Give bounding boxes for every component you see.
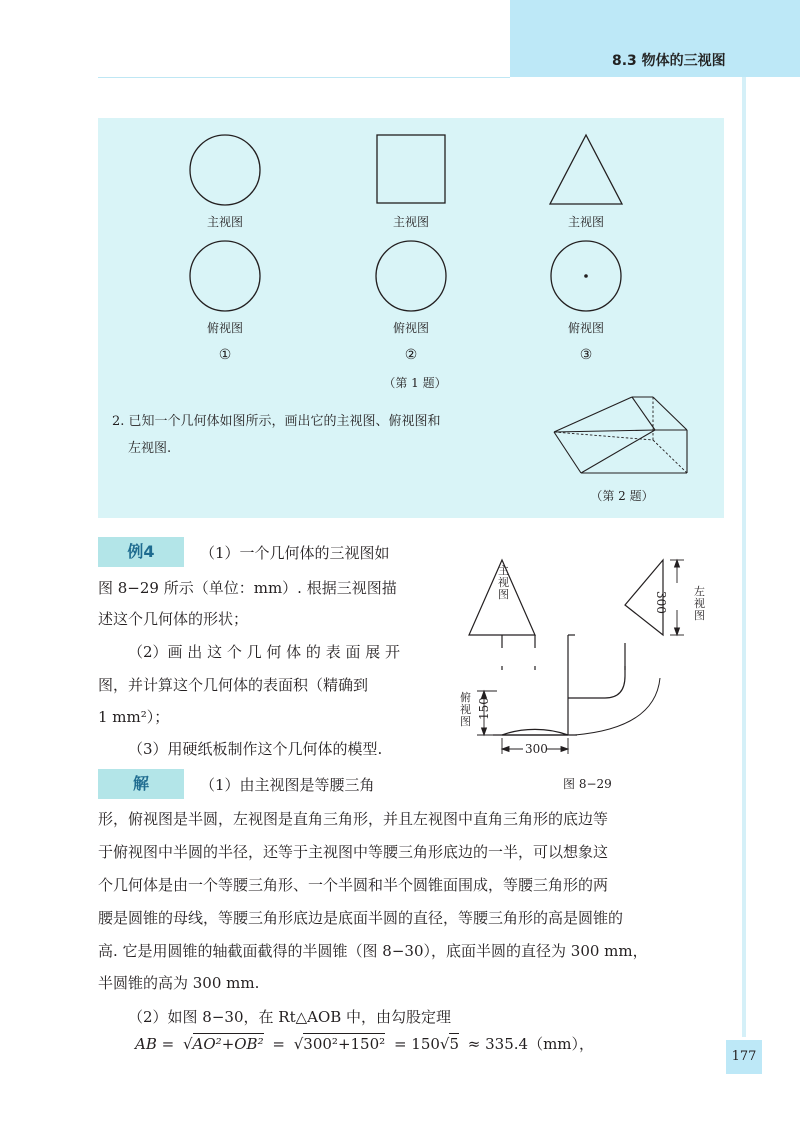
- front-view-circle-1: [190, 135, 260, 205]
- number-2: ②: [404, 347, 418, 363]
- example4-line1: （1）一个几何体的三视图如: [200, 544, 390, 562]
- solution-first-line: （1）由主视图是等腰三角: [200, 776, 375, 794]
- label-front-3: 主视图: [567, 215, 604, 229]
- header-rule: [98, 77, 510, 78]
- sqrt-3: √5: [439, 1035, 460, 1053]
- solution-line1: 形，俯视图是半圆，左视图是直角三角形，并且左视图中直角三角形的底边等: [98, 810, 609, 828]
- fig829-label-front: 主 视 图: [498, 564, 509, 601]
- exercise2-prism-figure: [545, 390, 695, 480]
- fig829-top-semicircle: [502, 729, 568, 735]
- label-top-2: 俯视图: [392, 321, 429, 335]
- exercise1-figure: [98, 118, 724, 378]
- page-number: 177: [726, 1040, 762, 1074]
- example4-line7: （3）用硬纸板制作这个几何体的模型.: [128, 740, 383, 758]
- front-view-square-2: [377, 135, 445, 203]
- label-top-1: 俯视图: [206, 321, 243, 335]
- solution-part2: （2）如图 8−30，在 Rt△AOB 中，由勾股定理: [128, 1008, 452, 1026]
- side-strip: [742, 77, 746, 1037]
- number-3: ③: [579, 347, 593, 363]
- solution-line2: 于俯视图中半圆的半径，还等于主视图中等腰三角形底边的一半，可以想象这: [98, 843, 609, 861]
- top-view-circle-2: [376, 241, 446, 311]
- formula-eq2: = 150: [393, 1035, 440, 1053]
- example-tag: 例4: [98, 537, 184, 567]
- section-title: 8.3 物体的三视图: [612, 53, 726, 69]
- solution-tag: 解: [98, 769, 184, 799]
- exercise2-caption: （第 2 题）: [590, 489, 654, 503]
- example4-line2: 图 8−29 所示（单位：mm）. 根据三视图描: [98, 579, 397, 597]
- figure-8-29: [455, 548, 715, 768]
- solution-line5: 高. 它是用圆锥的轴截面截得的半圆锥（图 8−30），底面半圆的直径为 300 mm，: [98, 942, 648, 960]
- solution-line3: 个几何体是由一个等腰三角形、一个半圆和半个圆锥面围成，等腰三角形的两: [98, 876, 609, 894]
- label-front-1: 主视图: [206, 215, 243, 229]
- example4-line4: （2）画 出 这 个 几 何 体 的 表 面 展 开: [128, 643, 400, 661]
- fig829-label-top: 俯 视 图: [460, 691, 471, 728]
- sqrt-1: √AO²+OB²: [182, 1035, 264, 1053]
- formula-lhs: AB =: [135, 1035, 175, 1053]
- number-1: ①: [218, 347, 232, 363]
- fig829-caption: 图 8−29: [563, 777, 612, 791]
- fig829-dim-height: 300: [654, 591, 668, 614]
- example4-line3: 述这个几何体的形状；: [98, 610, 249, 628]
- exercise1-caption: （第 1 题）: [383, 376, 447, 390]
- solution-line6: 半圆锥的高为 300 mm.: [98, 974, 260, 992]
- top-view-circle-1: [190, 241, 260, 311]
- formula: [135, 1033, 594, 1054]
- formula-eq1: =: [272, 1035, 285, 1053]
- example4-line6: 1 mm²）；: [98, 708, 170, 726]
- exercise2-line1: 2. 已知一个几何体如图所示，画出它的主视图、俯视图和: [112, 414, 441, 429]
- apex-dot: [584, 274, 588, 278]
- front-view-triangle-3: [550, 135, 622, 204]
- solution-line4: 腰是圆锥的母线，等腰三角形底边是底面半圆的直径，等腰三角形的高是圆锥的: [98, 909, 624, 927]
- label-front-2: 主视图: [392, 215, 429, 229]
- exercise2-line2: 左视图.: [128, 441, 172, 456]
- fig829-dim-radius: 150: [477, 697, 491, 720]
- label-top-3: 俯视图: [567, 321, 604, 335]
- example4-line5: 图，并计算这个几何体的表面积（精确到: [98, 676, 369, 694]
- fig829-dim-width: 300: [525, 742, 548, 756]
- formula-rhs: ≈ 335.4（mm），: [467, 1035, 595, 1053]
- sqrt-2: √300²+150²: [293, 1035, 386, 1053]
- fig829-label-left: 左 视 图: [694, 585, 705, 622]
